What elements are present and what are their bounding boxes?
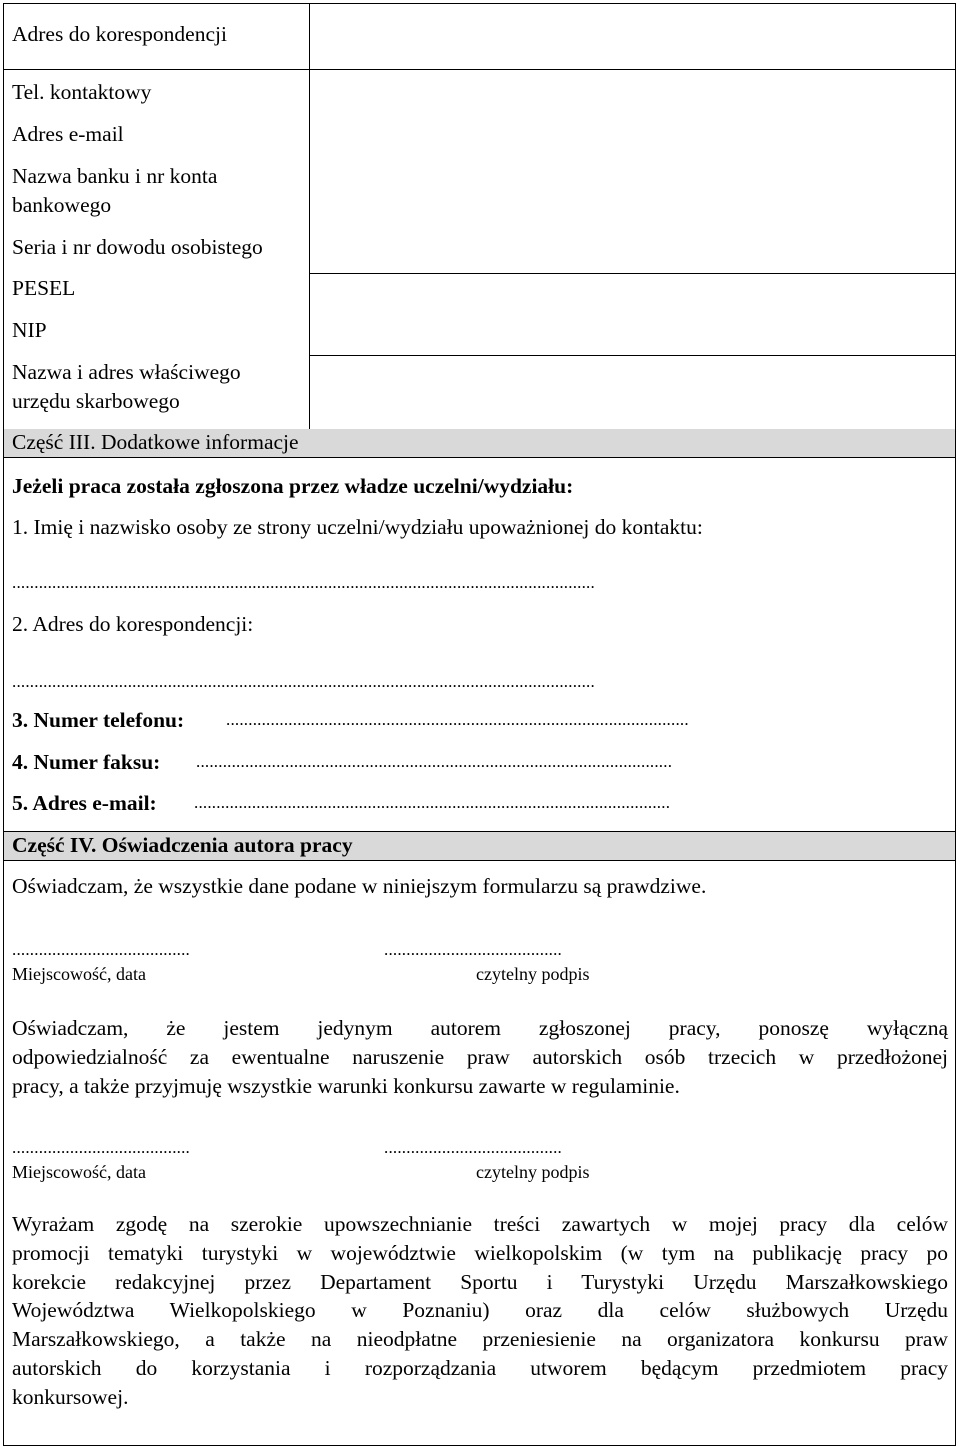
field-place-date[interactable]: ........................................ xyxy=(12,940,190,959)
label-nip: NIP xyxy=(12,318,47,342)
label-pesel: PESEL xyxy=(12,276,76,300)
section-divider xyxy=(3,860,956,861)
consent-line: konkursowej. xyxy=(12,1384,129,1409)
input-tax-office[interactable] xyxy=(310,356,955,429)
statement-line: pracy, a także przyjmuję wszystkie warunki konkursu zawarte w regulaminie. xyxy=(12,1073,680,1098)
field-contact-person[interactable]: ................................................................................................................................... xyxy=(12,573,595,592)
consent-line: Marszałkowskiego, a także na nieodpłatne przeniesienie na organizatora konkursu praw xyxy=(12,1327,948,1352)
consent-line: Województwa Wielkopolskiego w Poznaniu) oraz dla celów służbowych Urzędu xyxy=(12,1298,948,1323)
label-id-card: Seria i nr dowodu osobistego xyxy=(12,235,263,259)
label-phone: Tel. kontaktowy xyxy=(12,80,152,104)
label-bank: Nazwa banku i nr konta xyxy=(12,164,218,188)
item-address: 2. Adres do korespondencji: xyxy=(12,612,254,636)
field-fax[interactable]: ........................................................................................................... xyxy=(196,752,673,771)
section-header-part4 xyxy=(4,832,955,860)
item-phone: 3. Numer telefonu: xyxy=(12,708,185,732)
section-title: Część IV. Oświadczenia autora pracy xyxy=(12,833,353,857)
field-place-date-2[interactable]: ........................................ xyxy=(12,1138,190,1157)
statement-line: odpowiedzialność za ewentualne naruszenie praw autorskich osób trzecich w przedłożonej xyxy=(12,1044,948,1069)
statement-authorship xyxy=(12,1014,948,1100)
caption-signature: czytelny podpis xyxy=(476,1162,590,1182)
label-email: Adres e-mail xyxy=(12,122,124,146)
consent-line: autorskich do korzystania i rozporządzania utworem będącym przedmiotem pracy xyxy=(12,1355,948,1380)
item-contact-person: 1. Imię i nazwisko osoby ze strony uczelni/wydziału upoważnionej do kontaktu: xyxy=(12,515,703,539)
caption-signature: czytelny podpis xyxy=(476,964,590,984)
consent-line: promocji tematyki turystyki w województwie wielkopolskim (w tym na publikację pracy po xyxy=(12,1240,948,1265)
item-email: 5. Adres e-mail: xyxy=(12,791,157,815)
section-title: Część III. Dodatkowe informacje xyxy=(12,430,299,454)
section-header-part3 xyxy=(4,429,955,457)
field-address[interactable]: ................................................................................................................................... xyxy=(12,672,595,691)
field-phone[interactable]: ........................................................................................................ xyxy=(226,710,689,729)
statement-line: Oświadczam, że jestem jedynym autorem zgłoszonej pracy, ponoszę wyłączną xyxy=(12,1016,948,1040)
label-mailing-address: Adres do korespondencji xyxy=(12,22,227,46)
label-tax-office-cont: urzędu skarbowego xyxy=(12,389,180,413)
field-signature[interactable]: ........................................ xyxy=(384,940,562,959)
field-email[interactable]: ........................................................................................................... xyxy=(194,793,671,812)
input-mailing-address[interactable] xyxy=(310,4,955,69)
item-fax: 4. Numer faksu: xyxy=(12,750,161,774)
statement-data-true: Oświadczam, że wszystkie dane podane w niniejszym formularzu są prawdziwe. xyxy=(12,874,707,898)
consent-line: Wyrażam zgodę na szerokie upowszechnianie treści zawartych w mojej pracy dla celów xyxy=(12,1212,948,1236)
statement-consent xyxy=(12,1210,948,1412)
label-tax-office: Nazwa i adres właściwego xyxy=(12,360,241,384)
label-bank-cont: bankowego xyxy=(12,193,112,217)
field-signature-2[interactable]: ........................................ xyxy=(384,1138,562,1157)
part3-intro: Jeżeli praca została zgłoszona przez władze uczelni/wydziału: xyxy=(12,474,574,498)
section-divider xyxy=(3,457,956,458)
caption-place-date: Miejscowość, data xyxy=(12,964,146,984)
consent-line: korekcie redakcyjnej przez Departament Sportu i Turystyki Urzędu Marszałkowskiego xyxy=(12,1269,948,1294)
caption-place-date: Miejscowość, data xyxy=(12,1162,146,1182)
input-pesel-nip[interactable] xyxy=(310,274,955,355)
input-contact-bank-details[interactable] xyxy=(310,70,955,273)
